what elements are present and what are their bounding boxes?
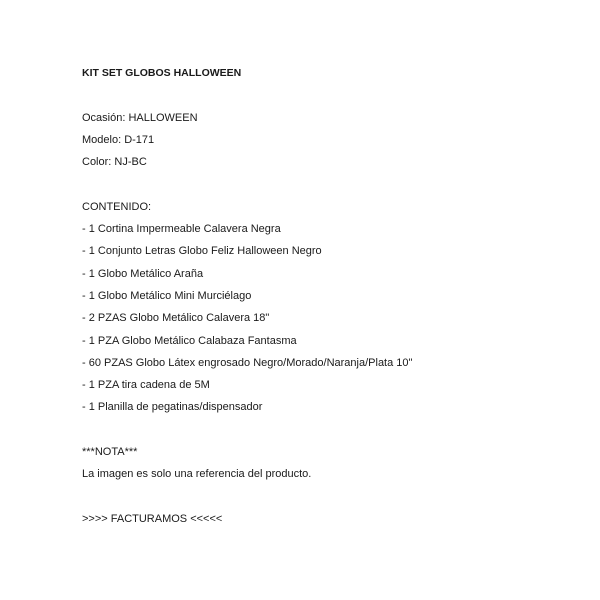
spacer [82,84,582,106]
document-title: KIT SET GLOBOS HALLOWEEN [82,67,242,79]
detail-model: Modelo: D-171 [82,133,155,146]
note-text: La imagen es solo una referencia del producto. [82,468,312,481]
list-item: - 60 PZAS Globo Látex engrosado Negro/Morado/Naranja/Plata 10" [82,356,413,369]
list-item: - 1 Planilla de pegatinas/dispensador [82,401,263,414]
note-heading: ***NOTA*** [82,446,138,459]
spacer [82,486,582,508]
list-item: - 1 Globo Metálico Araña [82,267,204,280]
list-item: - 2 PZAS Globo Metálico Calavera 18" [82,312,270,325]
detail-color: Color: NJ-BC [82,156,147,169]
list-item: - 1 PZA Globo Metálico Calabaza Fantasma [82,334,297,347]
list-item: - 1 Cortina Impermeable Calavera Negra [82,223,281,236]
list-item: - 1 Conjunto Letras Globo Feliz Halloween Negro [82,245,322,258]
list-item: - 1 Globo Metálico Mini Murciélago [82,289,252,302]
list-item: - 1 PZA tira cadena de 5M [82,379,210,392]
detail-occasion: Ocasión: HALLOWEEN [82,111,198,124]
spacer [82,419,582,441]
spacer [82,173,582,195]
product-description [82,62,582,530]
footer-invoicing: >>>> FACTURAMOS <<<<< [82,512,223,525]
contents-heading: CONTENIDO: [82,200,152,213]
